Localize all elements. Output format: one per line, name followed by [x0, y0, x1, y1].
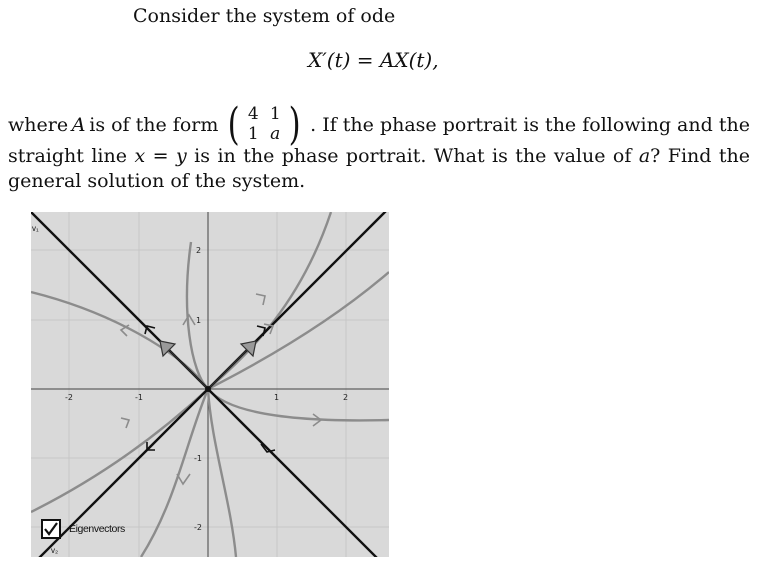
line1-start: where	[8, 114, 69, 136]
var-A: A	[71, 114, 86, 136]
origin-point	[205, 386, 211, 392]
line2-equation: x = y	[134, 145, 187, 167]
var-a: a	[638, 145, 651, 167]
y-tick-label: -1	[194, 454, 202, 463]
matrix-A	[225, 99, 303, 150]
plot-background	[31, 212, 389, 557]
problem-line-3: general solution of the system.	[8, 170, 306, 192]
problem-line-1	[8, 99, 750, 150]
checkmark-icon	[43, 521, 59, 537]
ode-equation: X′(t) = AX(t),	[308, 48, 439, 72]
y-tick-label: 2	[196, 246, 202, 255]
line2-part3: ? Find the	[650, 145, 751, 167]
y-tick-label: 1	[196, 316, 202, 325]
eigenvector-v2-label: v₂	[51, 546, 59, 555]
matrix-entry-22: a	[270, 124, 281, 144]
problem-line-2	[8, 145, 750, 167]
line1-mid: is of the form	[89, 114, 219, 136]
matrix-entry-12: 1	[269, 104, 281, 125]
intro-text: Consider the system of ode	[133, 5, 396, 27]
eigenvector-v1-label: v₁	[32, 224, 39, 233]
phase-portrait	[31, 212, 389, 557]
matrix-right-paren: )	[288, 99, 301, 150]
eigenvectors-checkbox[interactable]	[41, 519, 61, 539]
y-tick-label: -2	[194, 523, 202, 532]
matrix-entries	[242, 106, 286, 144]
line2-part1: straight line	[8, 145, 127, 167]
x-tick-label: -2	[65, 393, 73, 402]
eigenvectors-checkbox-label[interactable]: Eigenvectors	[69, 523, 125, 535]
line1-end: . If the phase portrait is the following and the	[310, 114, 750, 136]
matrix-entry-11: 4	[247, 104, 259, 125]
line2-part2: is in the phase portrait. What is the value of	[194, 145, 632, 167]
x-tick-label: -1	[135, 393, 143, 402]
x-tick-label: 2	[343, 393, 349, 402]
matrix-entry-21: 1	[247, 124, 259, 144]
matrix-left-paren: (	[227, 99, 240, 150]
x-tick-label: 1	[274, 393, 280, 402]
